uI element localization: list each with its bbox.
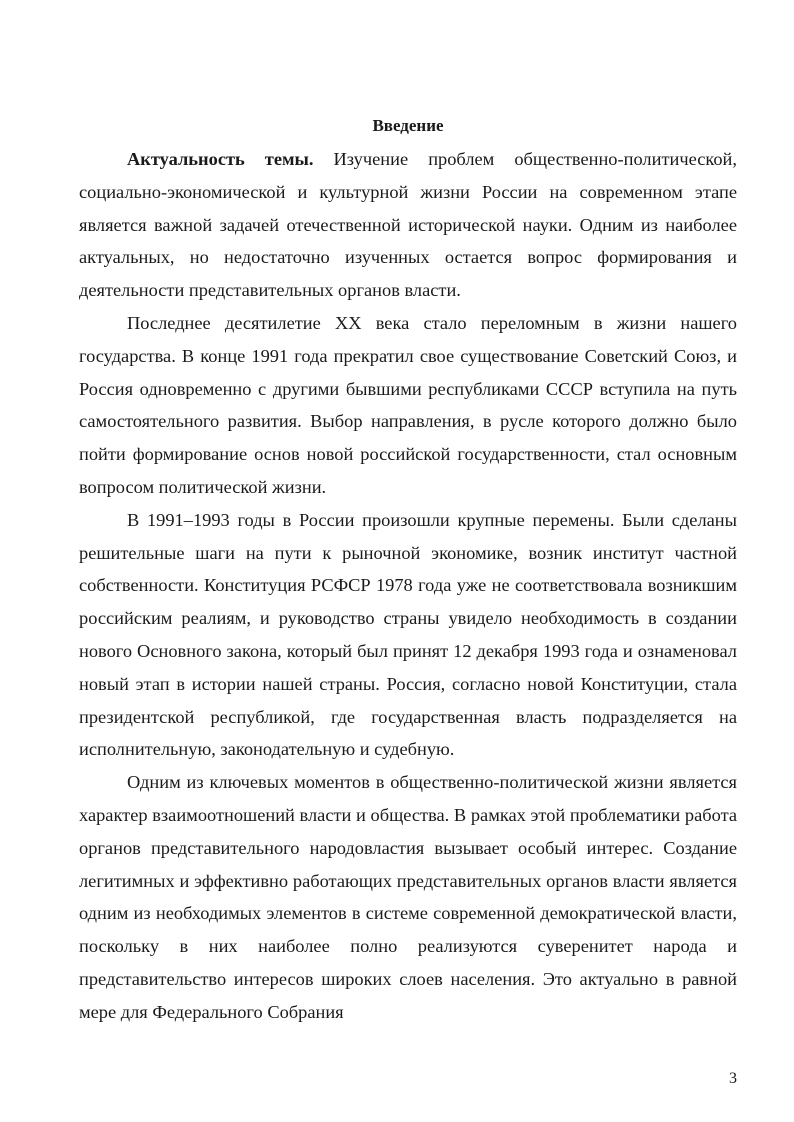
paragraph-text: Последнее десятилетие XX века стало переломным в жизни нашего государства. В конце 1991 года прекратил свое существование Советский Союз, и Россия одновременно с другими бывшими республиками СССР вступила на путь самостоятельного развития. Выбор направления, в русле которого должно было пойти формирование основ новой российской государственности, стал основным вопросом политической жизни. (79, 312, 737, 497)
section-title: Введение (372, 116, 444, 135)
page-number: 3 (729, 1070, 737, 1087)
paragraph-text: В 1991–1993 годы в России произошли крупные перемены. Были сделаны решительные шаги на пути к рыночной экономике, возник институт частной собственности. Конституция РСФСР 1978 года уже не соответствовала возникшим российским реалиям, и руководство страны увидело необходимость в создании нового Основного закона, который был принят 12 декабря 1993 года и ознаменовал новый этап в истории нашей страны. Россия, согласно новой Конституции, стала президентской республикой, где государственная власть подразделяется на исполнительную, законодательную и судебную. (79, 509, 737, 760)
paragraph-lead: Актуальность темы. (127, 149, 314, 169)
paragraph-power-society (79, 766, 737, 1028)
paragraph-reforms (79, 504, 737, 766)
paragraph-state-change (79, 307, 737, 504)
paragraph-text: Одним из ключевых моментов в общественно-политической жизни является характер взаимоотношений власти и общества. В рамках этой проблематики работа органов представительного народовластия вызывает особый интерес. Создание легитимных и эффективно работающих представительных органов власти является одним из необходимых элементов в системе современной демократической власти, поскольку в них наиболее полно реализуются суверенитет народа и представительство интересов широких слоев населения. Это актуально в равной мере для Федерального Собрания (79, 772, 737, 1022)
paragraph-text: Изучение проблем общественно-политической, социально-экономической и культурной жизни России на современном этапе является важной задачей отечественной исторической науки. Одним из наиболее актуальных, но недостаточно изученных остается вопрос формирования и деятельности представительных органов власти. (79, 149, 737, 301)
paragraph-relevance (79, 143, 737, 307)
